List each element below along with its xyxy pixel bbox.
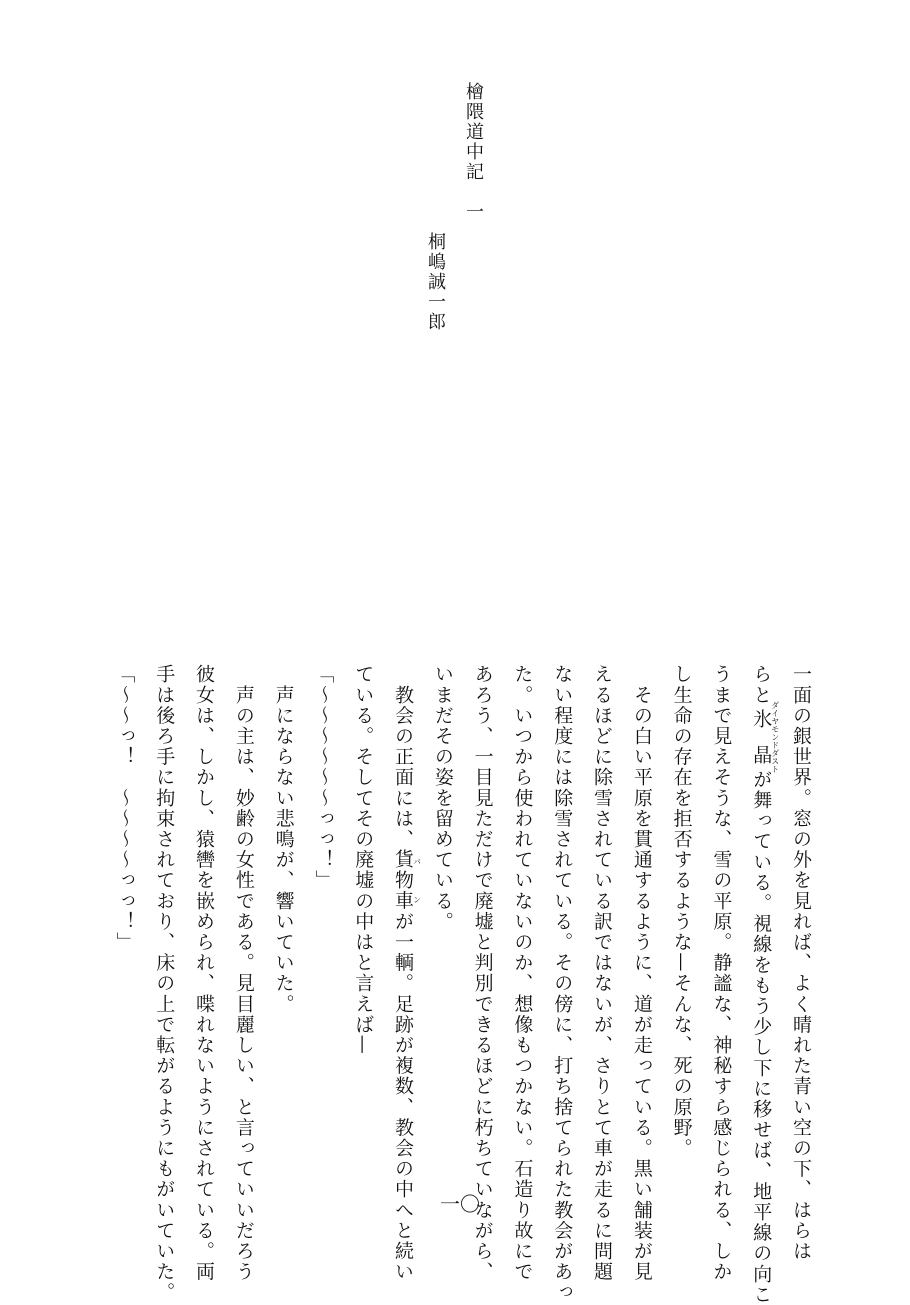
text-column: らと氷晶ダイヤモンドダストが舞っている。視線をもう少し下に移せば、地平線の向こ bbox=[750, 664, 780, 1305]
text-column: その白い平原を貫通するように、道が走っている。黒い舗装が見 bbox=[630, 664, 653, 1282]
text-column: 一面の銀世界。窓の外を見れば、よく晴れた青い空の下、はらは bbox=[790, 664, 812, 1262]
text-column: いまだその姿を留めている。 bbox=[431, 664, 454, 932]
ruby-annotation: 貨物車バン bbox=[392, 849, 422, 912]
text-column: し生命の存在を拒否するような—そんな、死の原野。 bbox=[670, 664, 693, 1159]
body-text bbox=[104, 664, 820, 1305]
author-name: 桐嶋誠一郎 bbox=[425, 232, 446, 332]
page-number: 一〇 bbox=[440, 1192, 480, 1216]
text-column: 手は後ろ手に拘束されており、床の上で転がるようにもがいていた。 bbox=[153, 664, 176, 1303]
text-column: 彼女は、しかし、猿轡を嵌められ、喋れないようにされている。両 bbox=[193, 664, 216, 1282]
chapter-title: 檜隈道中記 一 bbox=[463, 82, 484, 222]
text-column: あろう、一目見ただけで廃墟と判別できるほどに朽ちていながら、 bbox=[471, 664, 494, 1282]
text-column: うまで見えそうな、雪の平原。静謐な、神秘すら感じられる、しか bbox=[710, 664, 733, 1282]
text-column: ている。そしてその廃墟の中はと言えば— bbox=[352, 664, 375, 1056]
text-column: 声の主は、妙齢の女性である。見目麗しい、と言っていいだろう bbox=[232, 664, 255, 1282]
dialogue-column: 「〜〜〜〜〜〜っっ！」 bbox=[312, 664, 335, 891]
text-column: た。いつから使われていないのか、想像もつかない。石造り故にで bbox=[511, 664, 534, 1282]
text-column: 教会の正面には、貨物車バンが一輌。足跡が複数、教会の中へと続い bbox=[392, 664, 422, 1283]
text-column: ない程度には除雪されている。その傍に、打ち捨てられた教会があっ bbox=[551, 664, 574, 1303]
text-column: 声にならない悲鳴が、響いていた。 bbox=[272, 664, 295, 1015]
dialogue-column: 「〜〜っ！ 〜〜〜〜っっ！」 bbox=[113, 664, 136, 953]
ruby-annotation: 氷晶ダイヤモンドダスト bbox=[750, 701, 780, 774]
text-column: えるほどに除雪されている訳ではないが、さりとて車が走るに問題 bbox=[591, 664, 614, 1282]
